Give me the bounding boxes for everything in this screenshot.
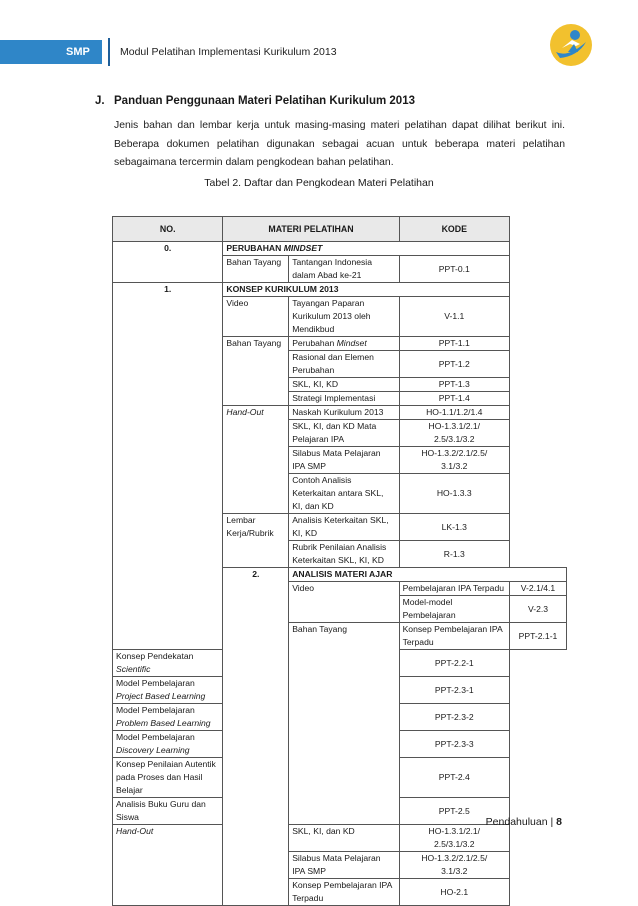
table-row: Model Pembelajaran Problem Based Learning PPT-2.3-2 [113, 704, 567, 731]
table-row: Hand-Out Naskah Kurikulum 2013 HO-1.1/1.2/1.4 [113, 406, 567, 420]
ministry-logo-icon [548, 22, 594, 68]
section-title: Panduan Penggunaan Materi Pelatihan Kurikulum 2013 [114, 95, 415, 107]
table-row: Bahan Tayang Konsep Pembelajaran IPA Terpadu PPT-2.1-1 [113, 623, 567, 650]
section-letter: J. [95, 95, 105, 107]
table-row [113, 242, 567, 256]
page-number: 8 [556, 816, 562, 828]
table-row: Bahan Tayang Tantangan Indonesia dalam Abad ke-21 PPT-0.1 [113, 256, 567, 283]
footer-label: Pendahuluan [485, 816, 548, 828]
table-row: Model Pembelajaran Project Based Learning PPT-2.3-1 [113, 677, 567, 704]
table-row: Strategi Implementasi PPT-1.4 [113, 392, 567, 406]
table-header-row [113, 217, 567, 242]
group-number: 2. [223, 568, 289, 906]
footer-separator: | [550, 816, 554, 828]
table-row [113, 283, 567, 297]
table-row: Rasional dan Elemen Perubahan PPT-1.2 [113, 351, 567, 378]
table-row: Konsep Pembelajaran IPA Terpadu HO-2.1 [113, 879, 567, 906]
group-number: 1. [113, 283, 223, 650]
table-row: SKL, KI, dan KD Mata Pelajaran IPA HO-1.3.1/2.1/ 2.5/3.1/3.2 [113, 420, 567, 447]
header-no: NO. [113, 217, 223, 242]
table-row: Hand-Out SKL, KI, dan KD HO-1.3.1/2.1/ 2.5/3.1/3.2 [113, 825, 567, 852]
table-row: SKL, KI, KD PPT-1.3 [113, 378, 567, 392]
table-row: Analisis Buku Guru dan Siswa PPT-2.5 [113, 798, 567, 825]
table-row: Silabus Mata Pelajaran IPA SMP HO-1.3.2/2.1/2.5/ 3.1/3.2 [113, 852, 567, 879]
table-caption: Tabel 2. Daftar dan Pengkodean Materi Pelatihan [204, 177, 434, 189]
table-row: Silabus Mata Pelajaran IPA SMP HO-1.3.2/2.1/2.5/ 3.1/3.2 [113, 447, 567, 474]
table-row: Model-model Pembelajaran V-2.3 [113, 596, 567, 623]
table-row: Konsep Pendekatan Scientific PPT-2.2-1 [113, 650, 567, 677]
group-title: ANALISIS MATERI AJAR [289, 568, 567, 582]
table-row: Rubrik Penilaian Analisis Keterkaitan SKL, KI, KD R-1.3 [113, 541, 567, 568]
group-number: 0. [113, 242, 223, 283]
group-title: KONSEP KURIKULUM 2013 [223, 283, 510, 297]
table-row: Model Pembelajaran Discovery Learning PPT-2.3-3 [113, 731, 567, 758]
page-footer [486, 816, 562, 828]
table-row: Video Pembelajaran IPA Terpadu V-2.1/4.1 [113, 582, 567, 596]
header-title: Modul Pelatihan Implementasi Kurikulum 2013 [120, 46, 337, 58]
header-kode: KODE [399, 217, 509, 242]
training-materials-table [112, 216, 567, 906]
table-row: Lembar Kerja/Rubrik Analisis Keterkaitan SKL, KI, KD LK-1.3 [113, 514, 567, 541]
table-row: Konsep Penilaian Autentik pada Proses dan Hasil Belajar PPT-2.4 [113, 758, 567, 798]
group-title: PERUBAHAN MINDSET [223, 242, 510, 256]
header-materi: MATERI PELATIHAN [223, 217, 399, 242]
header-tab: SMP [0, 40, 102, 64]
section-paragraph: Jenis bahan dan lembar kerja untuk masing-masing materi pelatihan dapat dilihat berikut ini. Beberapa dokumen pelatihan digunakan sebagai acuan untuk beberapa materi pelatihan sebagaimana tercermin dalam pengkodean bahan pelatihan. [114, 120, 565, 168]
table-row: Bahan Tayang Perubahan Mindset PPT-1.1 [113, 337, 567, 351]
table-row: Video Tayangan Paparan Kurikulum 2013 oleh Mendikbud V-1.1 [113, 297, 567, 337]
header-separator [108, 38, 110, 66]
table-row: Contoh Analisis Keterkaitan antara SKL, KI, dan KD HO-1.3.3 [113, 474, 567, 514]
